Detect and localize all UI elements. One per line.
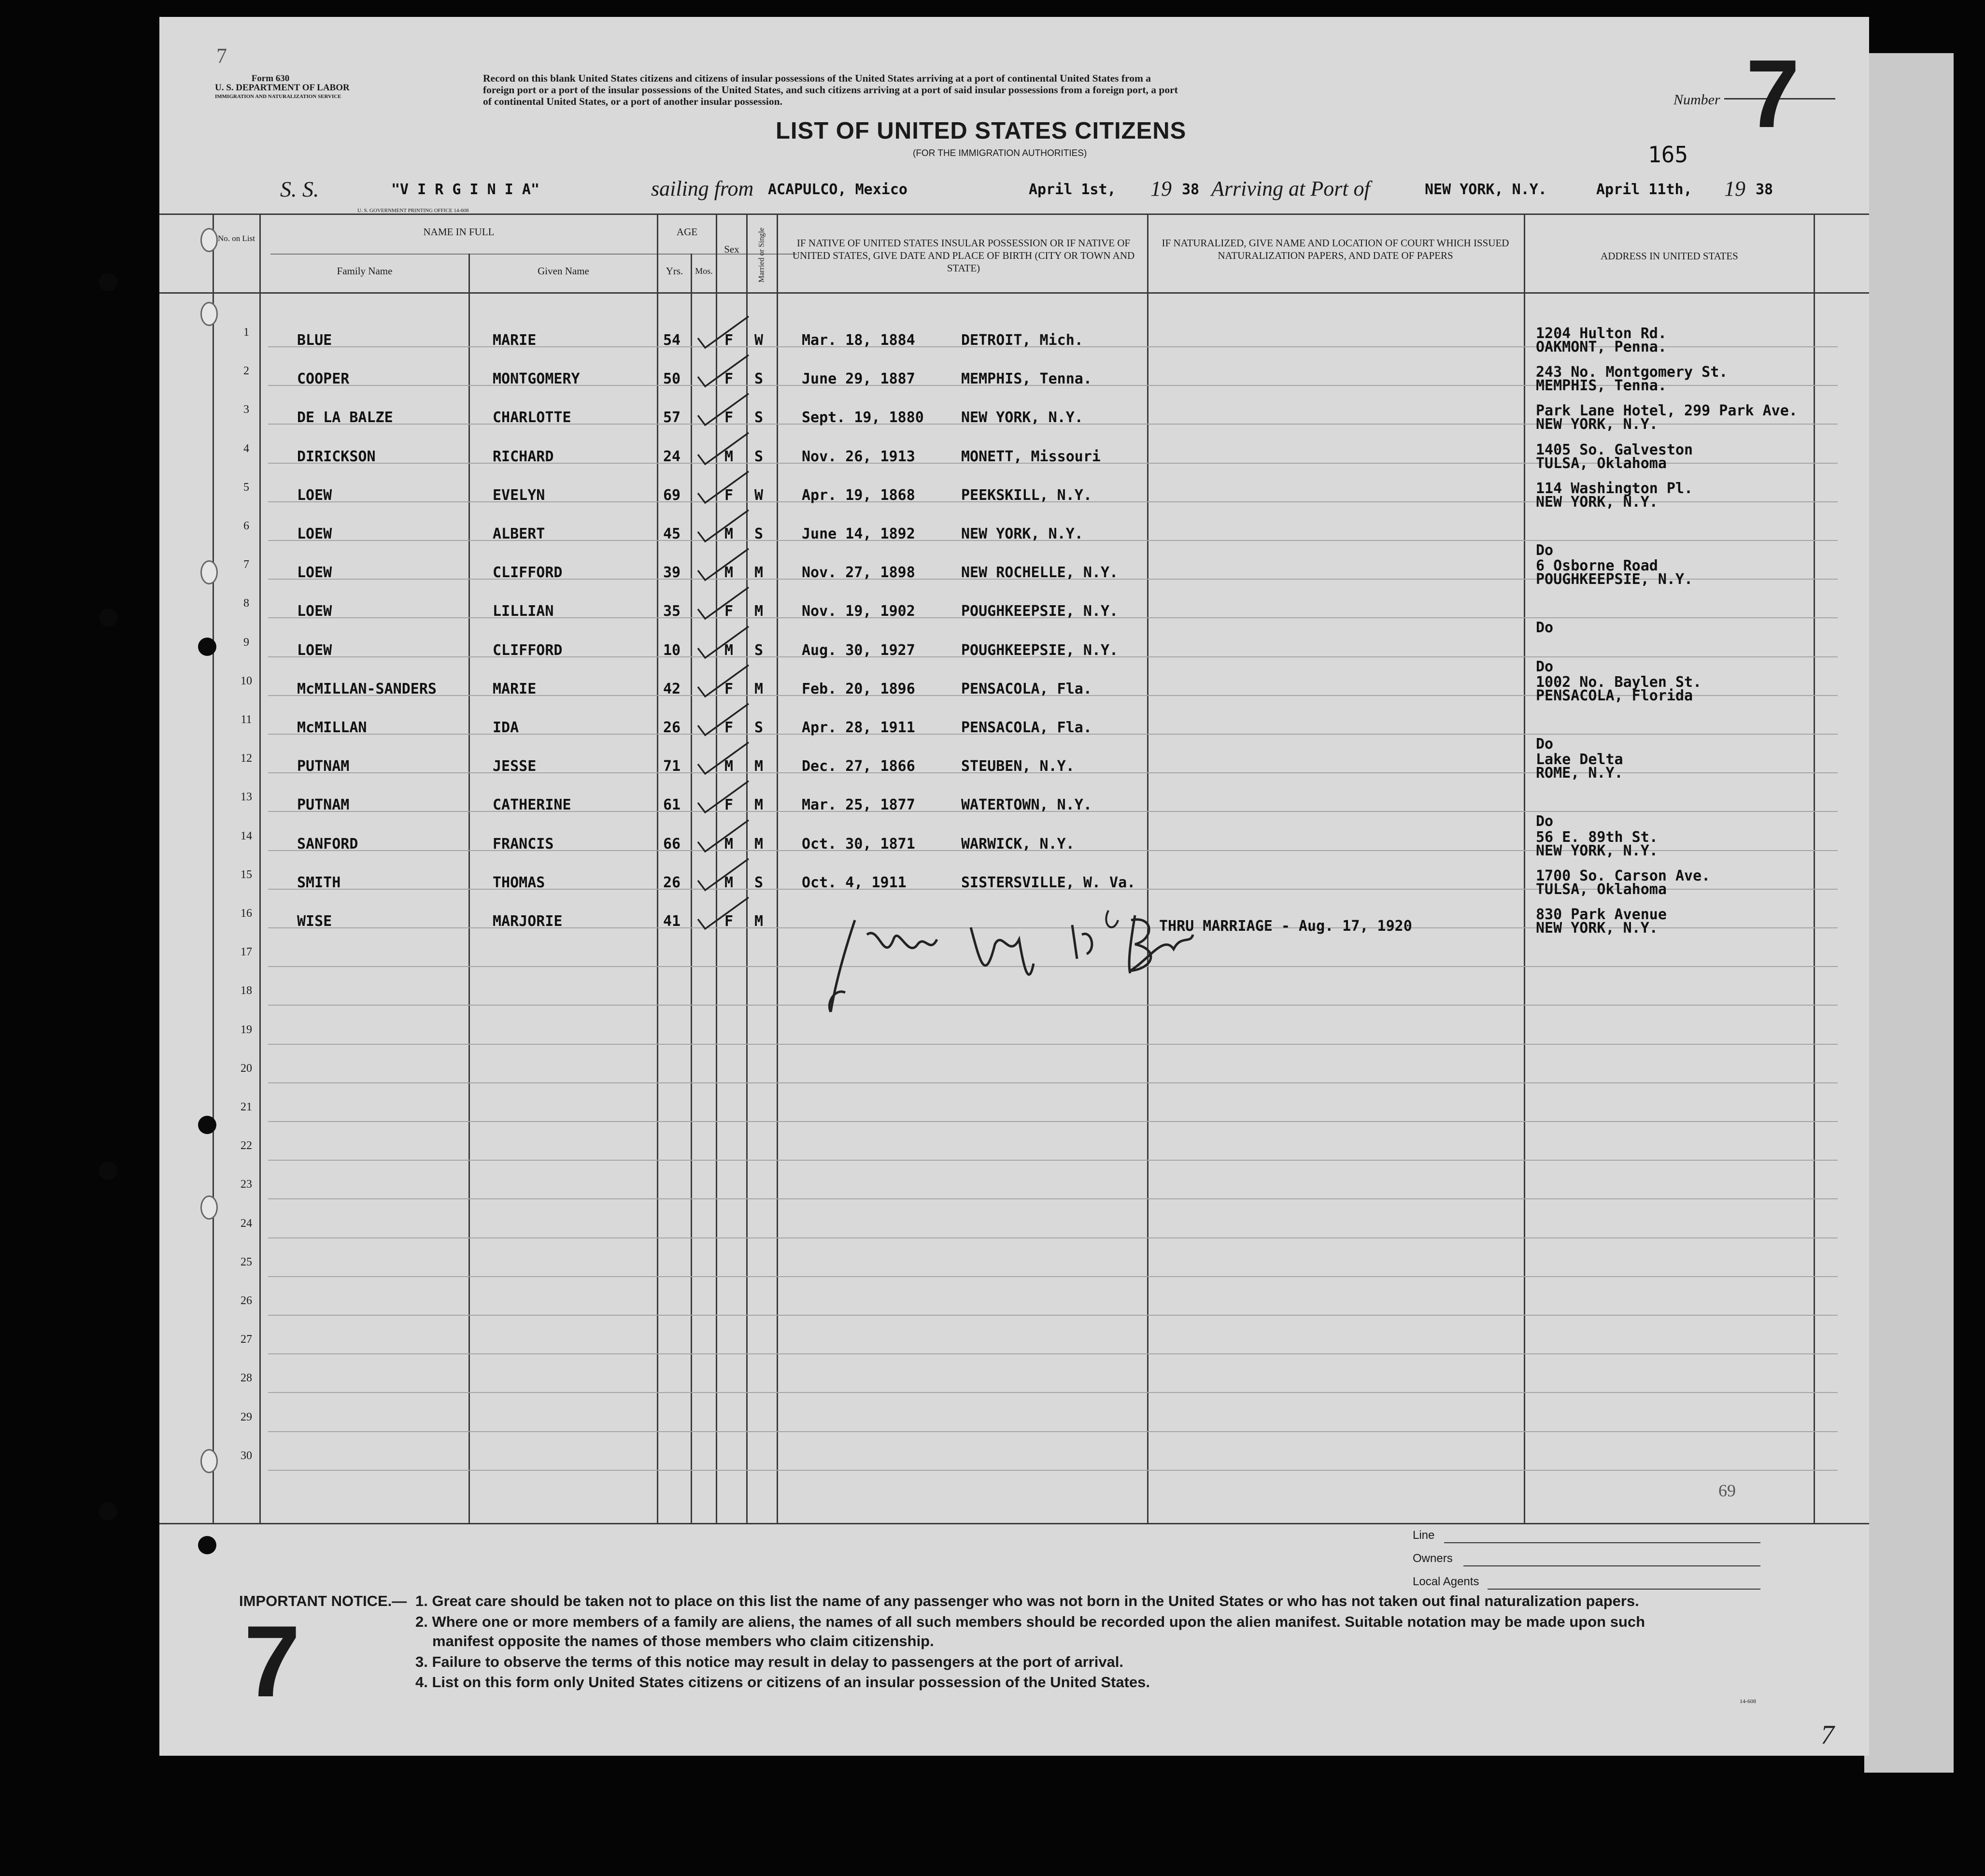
table-top-rule: [159, 213, 1869, 215]
header-sex: Sex: [724, 243, 739, 255]
header-bottom-rule: [159, 292, 1869, 294]
binder-hole: [99, 1162, 117, 1180]
family-name-cell: WISE: [297, 913, 332, 930]
header-married-single: Married or Single: [757, 227, 766, 283]
address-line-2: NEW YORK, N.Y.: [1536, 920, 1658, 937]
given-name-cell: MARJORIE: [493, 913, 563, 930]
birth-date-cell: Oct. 30, 1871: [802, 836, 915, 853]
family-name-cell: DIRICKSON: [297, 448, 376, 465]
binder-ring: [200, 1449, 218, 1473]
inspector-signature: [826, 906, 1203, 1022]
given-name-cell: MARIE: [493, 681, 537, 697]
sex-cell: F: [724, 796, 734, 813]
row-rule: [268, 1276, 1838, 1277]
empty-row-number: 29: [241, 1411, 252, 1423]
family-name-cell: LOEW: [297, 642, 332, 659]
birth-place-cell: POUGHKEEPSIE, N.Y.: [961, 642, 1119, 659]
check-mark-icon: [683, 389, 751, 432]
sailing-label: sailing from: [651, 177, 754, 200]
check-mark-icon: [683, 854, 751, 897]
given-name-cell: JESSE: [493, 758, 537, 775]
form-service: IMMIGRATION AND NATURALIZATION SERVICE: [215, 94, 341, 99]
marital-status-cell: S: [754, 642, 764, 659]
birth-place-cell: STEUBEN, N.Y.: [961, 758, 1075, 775]
row-number: 1: [243, 326, 249, 339]
row-number: 14: [241, 830, 252, 842]
marital-status-cell: W: [754, 332, 764, 349]
empty-row-number: 23: [241, 1178, 252, 1191]
sex-cell: M: [724, 642, 734, 659]
address-line-2: Do: [1536, 736, 1554, 753]
header-given-name: Given Name: [538, 265, 589, 277]
row-rule: [268, 1431, 1838, 1432]
birth-date-cell: Mar. 18, 1884: [802, 332, 915, 349]
arrival-date: April 11th,: [1596, 181, 1692, 198]
naturalization-cell: THRU MARRIAGE - Aug. 17, 1920: [1159, 918, 1412, 935]
check-mark-icon: [683, 505, 751, 549]
sex-cell: F: [724, 913, 734, 930]
given-name-cell: RICHARD: [493, 448, 554, 465]
sex-cell: M: [724, 836, 734, 853]
check-mark-icon: [683, 312, 751, 355]
binder-hole: [99, 609, 117, 627]
family-name-cell: SANFORD: [297, 836, 358, 853]
sail-year: 38: [1182, 181, 1200, 198]
address-line-2: Do: [1536, 619, 1554, 636]
number-value: 7: [1746, 40, 1800, 148]
table-bottom-rule: [159, 1523, 1869, 1524]
col-divider: [1524, 213, 1525, 1523]
manifest-page: [159, 17, 1869, 1756]
given-name-cell: FRANCIS: [493, 836, 554, 853]
page-subtitle: (FOR THE IMMIGRATION AUTHORITIES): [913, 148, 1087, 158]
family-name-cell: BLUE: [297, 332, 332, 349]
check-mark-icon: [683, 893, 751, 936]
family-name-cell: PUTNAM: [297, 796, 350, 813]
age-cell: 57: [663, 409, 681, 426]
age-cell: 50: [663, 370, 681, 387]
birth-place-cell: PENSACOLA, Fla.: [961, 681, 1092, 697]
binder-ring: [200, 228, 218, 252]
check-mark-icon: [683, 544, 751, 587]
header-family-name: Family Name: [337, 265, 393, 277]
binder-hole: [99, 273, 117, 291]
header-name-in-full: NAME IN FULL: [423, 226, 495, 238]
address-line-1: 114 Washington Pl.: [1536, 480, 1693, 497]
birth-place-cell: NEW YORK, N.Y.: [961, 526, 1083, 542]
row-number: 7: [243, 558, 249, 571]
given-name-cell: CHARLOTTE: [493, 409, 571, 426]
notice-item-3: 3. Failure to observe the terms of this notice may result in delay to passengers at the port of arrival.: [415, 1653, 1124, 1670]
binder-hole: [198, 638, 216, 656]
address-line-2: OAKMONT, Penna.: [1536, 339, 1667, 355]
bottom-mark: 7: [1821, 1720, 1834, 1750]
ss-label: S. S.: [280, 177, 319, 201]
birth-place-cell: WARWICK, N.Y.: [961, 836, 1075, 853]
col-divider: [259, 213, 261, 1523]
birth-date-cell: June 29, 1887: [802, 370, 915, 387]
family-name-cell: COOPER: [297, 370, 350, 387]
row-number: 11: [241, 713, 252, 726]
check-mark-icon: [683, 815, 751, 859]
address-line-2: NEW YORK, N.Y.: [1536, 416, 1658, 433]
header-yrs: Yrs.: [666, 265, 683, 277]
row-rule: [268, 1160, 1838, 1161]
marital-status-cell: S: [754, 370, 764, 387]
agents-label: Local Agents: [1413, 1575, 1479, 1588]
empty-row-number: 28: [241, 1372, 252, 1384]
age-cell: 10: [663, 642, 681, 659]
address-line-1: 1002 No. Baylen St.: [1536, 674, 1702, 691]
sex-cell: M: [724, 564, 734, 581]
address-line-2: ROME, N.Y.: [1536, 765, 1623, 782]
row-number: 9: [243, 636, 249, 649]
marital-status-cell: M: [754, 796, 764, 813]
age-cell: 39: [663, 564, 681, 581]
row-rule: [268, 1470, 1838, 1471]
family-name-cell: LOEW: [297, 603, 332, 620]
sex-cell: M: [724, 448, 734, 465]
row-number: 16: [241, 907, 252, 920]
tally-mark: 69: [1718, 1481, 1736, 1500]
address-line-2: MEMPHIS, Tenna.: [1536, 377, 1667, 394]
empty-row-number: 25: [241, 1256, 252, 1268]
header-address: ADDRESS IN UNITED STATES: [1601, 250, 1738, 262]
form-department: U. S. DEPARTMENT OF LABOR: [215, 83, 350, 93]
row-rule: [268, 1315, 1838, 1316]
address-line-2: PENSACOLA, Florida: [1536, 687, 1693, 704]
owners-label: Owners: [1413, 1552, 1453, 1565]
age-cell: 42: [663, 681, 681, 697]
sex-cell: F: [724, 681, 734, 697]
family-name-cell: McMILLAN-SANDERS: [297, 681, 437, 697]
age-cell: 69: [663, 487, 681, 504]
binder-hole: [198, 1116, 216, 1134]
age-cell: 71: [663, 758, 681, 775]
given-name-cell: CLIFFORD: [493, 642, 563, 659]
address-line-1: 1405 So. Galveston: [1536, 441, 1693, 458]
age-cell: 24: [663, 448, 681, 465]
check-mark-icon: [683, 738, 751, 781]
address-line-1: 1204 Hulton Rd.: [1536, 325, 1667, 342]
birth-place-cell: PENSACOLA, Fla.: [961, 719, 1092, 736]
marital-status-cell: S: [754, 874, 764, 891]
empty-row-number: 20: [241, 1062, 252, 1075]
arrival-year: 38: [1756, 181, 1773, 198]
address-line-1: Park Lane Hotel, 299 Park Ave.: [1536, 402, 1798, 419]
col-divider: [1814, 213, 1815, 1523]
address-line-1: 1700 So. Carson Ave.: [1536, 867, 1711, 884]
line-label: Line: [1413, 1529, 1435, 1542]
birth-date-cell: Mar. 25, 1877: [802, 796, 915, 813]
birth-place-cell: WATERTOWN, N.Y.: [961, 796, 1092, 813]
marital-status-cell: M: [754, 913, 764, 930]
family-name-cell: DE LA BALZE: [297, 409, 393, 426]
form-info: [215, 73, 350, 101]
page-title: LIST OF UNITED STATES CITIZENS: [776, 118, 1187, 144]
col-divider: [213, 213, 214, 1523]
binder-ring: [200, 1195, 218, 1220]
header-no-on-list: No. on List: [218, 234, 255, 243]
binder-hole: [99, 1502, 117, 1521]
form-number: Form 630: [251, 73, 290, 84]
birth-date-cell: Feb. 20, 1896: [802, 681, 915, 697]
age-cell: 41: [663, 913, 681, 930]
address-line-2: NEW YORK, N.Y.: [1536, 494, 1658, 511]
ship-name: "V I R G I N I A": [391, 181, 540, 198]
row-rule: [268, 1121, 1838, 1122]
sex-cell: M: [724, 758, 734, 775]
notice-item-4: 4. List on this form only United States citizens or citizens of an insular possession of the United States.: [415, 1674, 1150, 1691]
given-name-cell: THOMAS: [493, 874, 545, 891]
birth-place-cell: NEW ROCHELLE, N.Y.: [961, 564, 1119, 581]
age-cell: 35: [663, 603, 681, 620]
marital-status-cell: S: [754, 526, 764, 542]
row-rule: [268, 1392, 1838, 1393]
check-mark-icon: [683, 350, 751, 394]
row-rule: [268, 1044, 1838, 1045]
marital-status-cell: M: [754, 836, 764, 853]
binder-ring: [200, 560, 218, 584]
row-number: 4: [243, 442, 249, 455]
notice-item-2-cont: manifest opposite the names of those members who claim citizenship.: [432, 1633, 934, 1649]
birth-place-cell: SISTERSVILLE, W. Va.: [961, 874, 1136, 891]
family-name-cell: LOEW: [297, 564, 332, 581]
header-naturalized: IF NATURALIZED, GIVE NAME AND LOCATION OF COURT WHICH ISSUED NATURALIZATION PAPERS, AND DATE OF PAPERS: [1162, 237, 1509, 261]
check-mark-icon: [683, 699, 751, 742]
col-divider: [468, 254, 470, 1523]
marital-status-cell: M: [754, 564, 764, 581]
intro-text: Record on this blank United States citizens and citizens of insular possessions of the United States arriving at a port of continental United States from a foreign port or a port of the insular possessions of the United States, and such citizens arriving at a port of said insular possessions from a foreign port, a port of continental United States, or a port of another insular possession.: [483, 72, 1178, 107]
family-name-cell: McMILLAN: [297, 719, 367, 736]
back-sheet: [1864, 53, 1954, 1773]
col-divider: [657, 213, 658, 1523]
age-cell: 26: [663, 874, 681, 891]
empty-row-number: 19: [241, 1023, 252, 1036]
from-port: ACAPULCO, Mexico: [768, 181, 907, 198]
birth-date-cell: Apr. 19, 1868: [802, 487, 915, 504]
marital-status-cell: M: [754, 603, 764, 620]
family-name-cell: SMITH: [297, 874, 341, 891]
empty-row-number: 17: [241, 946, 252, 958]
given-name-cell: IDA: [493, 719, 519, 736]
sex-cell: M: [724, 526, 734, 542]
marital-status-cell: S: [754, 719, 764, 736]
address-line-2: TULSA, Oklahoma: [1536, 881, 1667, 898]
notice-item-2: 2. Where one or more members of a family are aliens, the names of all such members should be recorded upon the alien manifest. Suitable notation may be made upon such: [415, 1613, 1645, 1630]
address-line-2: TULSA, Oklahoma: [1536, 455, 1667, 472]
given-name-cell: LILLIAN: [493, 603, 554, 620]
marital-status-cell: M: [754, 681, 764, 697]
birth-date-cell: Nov. 19, 1902: [802, 603, 915, 620]
address-line-2: NEW YORK, N.Y.: [1536, 842, 1658, 859]
row-number: 6: [243, 520, 249, 532]
marital-status-cell: W: [754, 487, 764, 504]
row-number: 15: [241, 868, 252, 881]
sail-date: April 1st,: [1029, 181, 1116, 198]
age-cell: 26: [663, 719, 681, 736]
binder-hole: [198, 1536, 216, 1554]
address-line-2: POUGHKEEPSIE, N.Y.: [1536, 571, 1693, 588]
family-name-cell: LOEW: [297, 526, 332, 542]
row-number: 10: [241, 675, 252, 687]
given-name-cell: CLIFFORD: [493, 564, 563, 581]
marital-status-cell: S: [754, 409, 764, 426]
col-divider: [777, 213, 778, 1523]
marital-status-cell: S: [754, 448, 764, 465]
row-number: 2: [243, 365, 249, 377]
address-line-1: Lake Delta: [1536, 751, 1623, 768]
binder-ring: [200, 302, 218, 326]
page-stamp: 165: [1648, 142, 1688, 168]
address-line-1: 56 E. 89th St.: [1536, 829, 1658, 846]
header-age: AGE: [676, 226, 698, 238]
empty-row-number: 21: [241, 1101, 252, 1113]
empty-row-number: 22: [241, 1139, 252, 1152]
empty-row-number: 18: [241, 984, 252, 997]
number-label: Number: [1673, 92, 1720, 108]
row-number: 3: [243, 403, 249, 416]
arriving-label: Arriving at Port of: [1211, 177, 1370, 200]
birth-date-cell: Aug. 30, 1927: [802, 642, 915, 659]
row-number: 5: [243, 481, 249, 494]
birth-place-cell: MEMPHIS, Tenna.: [961, 370, 1092, 387]
empty-row-number: 30: [241, 1450, 252, 1462]
birth-place-cell: POUGHKEEPSIE, N.Y.: [961, 603, 1119, 620]
header-mos: Mos.: [695, 266, 713, 276]
age-cell: 54: [663, 332, 681, 349]
given-name-cell: MONTGOMERY: [493, 370, 580, 387]
empty-row-number: 26: [241, 1294, 252, 1307]
given-name-cell: CATHERINE: [493, 796, 571, 813]
birth-place-cell: NEW YORK, N.Y.: [961, 409, 1083, 426]
birth-date-cell: Oct. 4, 1911: [802, 874, 907, 891]
given-name-cell: ALBERT: [493, 526, 545, 542]
address-line-1: 6 Osborne Road: [1536, 557, 1658, 574]
birth-date-cell: Nov. 26, 1913: [802, 448, 915, 465]
big-number: 7: [244, 1605, 300, 1718]
row-number: 12: [241, 752, 252, 765]
row-rule: [268, 1237, 1838, 1238]
header-birth: IF NATIVE OF UNITED STATES INSULAR POSSESSION OR IF NATIVE OF UNITED STATES, GIVE DATE AND PLACE OF BIRTH (CITY OR TOWN AND STATE): [792, 237, 1135, 274]
arrival-port: NEW YORK, N.Y.: [1425, 181, 1547, 198]
address-line-2: Do: [1536, 542, 1554, 559]
check-mark-icon: [683, 467, 751, 510]
notice-item-1: 1. Great care should be taken not to place on this list the name of any passenger who was not born in the United States or who has not taken out final naturalization papers.: [415, 1592, 1639, 1609]
birth-date-cell: June 14, 1892: [802, 526, 915, 542]
sex-cell: F: [724, 370, 734, 387]
row-number: 13: [241, 791, 252, 803]
age-cell: 45: [663, 526, 681, 542]
birth-place-cell: MONETT, Missouri: [961, 448, 1101, 465]
form-code: 14-608: [1740, 1698, 1756, 1705]
address-line-2: Do: [1536, 813, 1554, 830]
agents-underline: [1488, 1589, 1760, 1590]
row-rule: [268, 1353, 1838, 1354]
corner-mark: 7: [216, 44, 227, 68]
birth-date-cell: Nov. 27, 1898: [802, 564, 915, 581]
check-mark-icon: [683, 622, 751, 665]
sex-cell: F: [724, 332, 734, 349]
address-line-2: Do: [1536, 658, 1554, 675]
sex-cell: F: [724, 603, 734, 620]
arrival-year-prefix: 19: [1724, 177, 1745, 200]
check-mark-icon: [683, 428, 751, 471]
birth-date-cell: Sept. 19, 1880: [802, 409, 924, 426]
birth-place-cell: PEEKSKILL, N.Y.: [961, 487, 1092, 504]
row-rule: [268, 1198, 1838, 1199]
line-underline: [1444, 1542, 1760, 1543]
family-name-cell: LOEW: [297, 487, 332, 504]
sex-cell: F: [724, 409, 734, 426]
col-divider: [1147, 213, 1148, 1523]
printer-note: U. S. GOVERNMENT PRINTING OFFICE 14-608: [357, 208, 469, 213]
sex-cell: F: [724, 487, 734, 504]
address-line-1: 830 Park Avenue: [1536, 906, 1667, 923]
owners-underline: [1463, 1565, 1760, 1566]
check-mark-icon: [683, 660, 751, 704]
given-name-cell: MARIE: [493, 332, 537, 349]
row-rule: [268, 1082, 1838, 1083]
birth-date-cell: Dec. 27, 1866: [802, 758, 915, 775]
empty-row-number: 24: [241, 1217, 252, 1230]
age-cell: 66: [663, 836, 681, 853]
check-mark-icon: [683, 776, 751, 820]
notice-label: IMPORTANT NOTICE.—: [239, 1592, 407, 1609]
empty-row-number: 27: [241, 1333, 252, 1346]
birth-place-cell: DETROIT, Mich.: [961, 332, 1083, 349]
sex-cell: F: [724, 719, 734, 736]
check-mark-icon: [683, 583, 751, 626]
sex-cell: M: [724, 874, 734, 891]
given-name-cell: EVELYN: [493, 487, 545, 504]
row-number: 8: [243, 597, 249, 610]
age-cell: 61: [663, 796, 681, 813]
birth-date-cell: Apr. 28, 1911: [802, 719, 915, 736]
sail-year-prefix: 19: [1150, 177, 1172, 200]
marital-status-cell: M: [754, 758, 764, 775]
address-line-1: 243 No. Montgomery St.: [1536, 364, 1728, 381]
family-name-cell: PUTNAM: [297, 758, 350, 775]
